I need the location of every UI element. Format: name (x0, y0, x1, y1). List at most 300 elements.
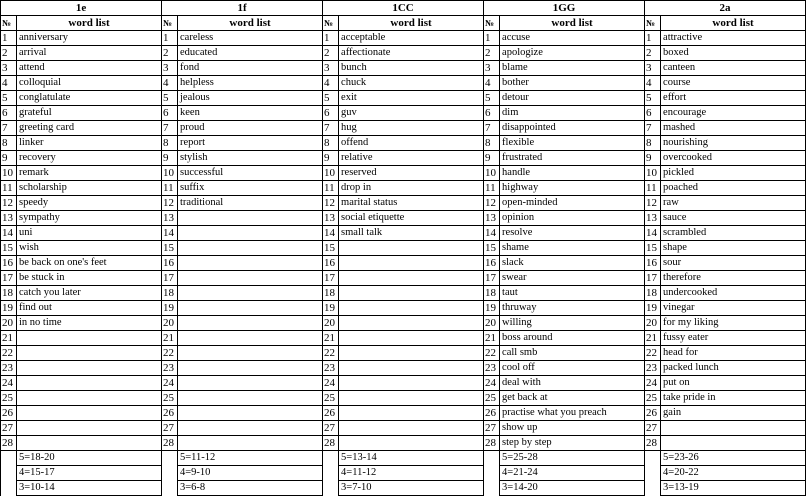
row-number: 6 (1, 106, 17, 121)
row-number: 7 (1, 121, 17, 136)
word-cell: sympathy (17, 211, 162, 226)
row-number: 25 (162, 391, 178, 406)
word-cell: exit (339, 91, 484, 106)
row-number: 19 (323, 301, 339, 316)
row-number: 25 (645, 391, 661, 406)
table-row (1, 376, 806, 391)
word-cell (17, 361, 162, 376)
word-cell: careless (178, 31, 323, 46)
row-number: 4 (484, 76, 500, 91)
row-number: 21 (162, 331, 178, 346)
table-row (1, 106, 806, 121)
row-number: 12 (323, 196, 339, 211)
row-number: 7 (484, 121, 500, 136)
row-number: 4 (162, 76, 178, 91)
table-row (1, 136, 806, 151)
word-cell: jealous (178, 91, 323, 106)
word-list-header: word list (661, 16, 806, 31)
word-cell: relative (339, 151, 484, 166)
row-number: 28 (484, 436, 500, 451)
row-number: 8 (323, 136, 339, 151)
row-number: 17 (484, 271, 500, 286)
word-cell: detour (500, 91, 645, 106)
row-number: 3 (1, 61, 17, 76)
row-number: 23 (1, 361, 17, 376)
row-number: 9 (162, 151, 178, 166)
grade-threshold: 3=7-10 (339, 481, 484, 496)
row-number: 6 (484, 106, 500, 121)
row-number: 17 (162, 271, 178, 286)
grade-threshold: 5=11-12 (178, 451, 323, 466)
word-cell: grateful (17, 106, 162, 121)
word-cell: show up (500, 421, 645, 436)
row-number: 19 (1, 301, 17, 316)
word-cell: flexible (500, 136, 645, 151)
word-cell (339, 361, 484, 376)
word-cell: conglatulate (17, 91, 162, 106)
row-number: 18 (1, 286, 17, 301)
row-number: 8 (484, 136, 500, 151)
grade-threshold: 4=9-10 (178, 466, 323, 481)
row-number: 13 (323, 211, 339, 226)
row-number: 22 (1, 346, 17, 361)
blank-cell (162, 481, 178, 496)
word-cell: encourage (661, 106, 806, 121)
row-number: 17 (323, 271, 339, 286)
row-number: 23 (645, 361, 661, 376)
word-cell (178, 436, 323, 451)
word-cell: pickled (661, 166, 806, 181)
row-number: 20 (484, 316, 500, 331)
row-number: 24 (484, 376, 500, 391)
word-cell (339, 436, 484, 451)
row-number: 14 (323, 226, 339, 241)
grade-threshold: 4=21-24 (500, 466, 645, 481)
row-number: 20 (1, 316, 17, 331)
word-cell: put on (661, 376, 806, 391)
table-row (1, 46, 806, 61)
word-cell: acceptable (339, 31, 484, 46)
row-number: 7 (323, 121, 339, 136)
word-cell: sauce (661, 211, 806, 226)
row-number: 4 (323, 76, 339, 91)
row-number: 21 (323, 331, 339, 346)
word-cell: frustrated (500, 151, 645, 166)
column-header-row (1, 16, 806, 31)
unit-title: 1CC (323, 1, 484, 16)
word-cell (339, 421, 484, 436)
unit-title: 2a (645, 1, 806, 16)
row-number: 22 (484, 346, 500, 361)
word-cell: swear (500, 271, 645, 286)
row-number: 27 (323, 421, 339, 436)
table-row (1, 331, 806, 346)
table-row (1, 226, 806, 241)
word-cell (17, 391, 162, 406)
row-number: 21 (484, 331, 500, 346)
table-row (1, 316, 806, 331)
row-number: 13 (1, 211, 17, 226)
word-cell: poached (661, 181, 806, 196)
number-column-header: № (323, 16, 339, 31)
row-number: 3 (484, 61, 500, 76)
grade-threshold: 5=13-14 (339, 451, 484, 466)
blank-cell (645, 481, 661, 496)
word-cell: deal with (500, 376, 645, 391)
word-cell: educated (178, 46, 323, 61)
word-cell: thruway (500, 301, 645, 316)
word-cell: stylish (178, 151, 323, 166)
grade-threshold: 3=6-8 (178, 481, 323, 496)
row-number: 16 (484, 256, 500, 271)
row-number: 4 (645, 76, 661, 91)
word-cell: mashed (661, 121, 806, 136)
row-number: 19 (484, 301, 500, 316)
word-cell (17, 436, 162, 451)
word-cell: shame (500, 241, 645, 256)
word-cell: effort (661, 91, 806, 106)
row-number: 1 (323, 31, 339, 46)
table-row (1, 181, 806, 196)
table-row (1, 436, 806, 451)
row-number: 17 (1, 271, 17, 286)
row-number: 27 (645, 421, 661, 436)
word-cell (339, 406, 484, 421)
row-number: 3 (645, 61, 661, 76)
word-cell: fussy eater (661, 331, 806, 346)
word-cell: anniversary (17, 31, 162, 46)
row-number: 12 (645, 196, 661, 211)
row-number: 2 (1, 46, 17, 61)
table-row (1, 151, 806, 166)
word-cell: highway (500, 181, 645, 196)
word-cell: step by step (500, 436, 645, 451)
row-number: 11 (484, 181, 500, 196)
word-cell (178, 316, 323, 331)
row-number: 13 (162, 211, 178, 226)
row-number: 23 (162, 361, 178, 376)
word-cell: colloquial (17, 76, 162, 91)
word-cell (178, 286, 323, 301)
blank-cell (484, 481, 500, 496)
word-cell (178, 271, 323, 286)
word-cell: nourishing (661, 136, 806, 151)
word-cell (339, 346, 484, 361)
word-cell: chuck (339, 76, 484, 91)
table-row (1, 286, 806, 301)
row-number: 11 (645, 181, 661, 196)
table-row (1, 61, 806, 76)
row-number: 10 (323, 166, 339, 181)
word-cell (178, 376, 323, 391)
word-cell: recovery (17, 151, 162, 166)
word-cell: small talk (339, 226, 484, 241)
row-number: 27 (484, 421, 500, 436)
row-number: 18 (645, 286, 661, 301)
word-cell (339, 391, 484, 406)
row-number: 15 (162, 241, 178, 256)
word-cell: cool off (500, 361, 645, 376)
word-cell: greeting card (17, 121, 162, 136)
unit-title: 1f (162, 1, 323, 16)
grading-row (1, 451, 806, 466)
table-row (1, 346, 806, 361)
blank-cell (1, 466, 17, 481)
word-cell: disappointed (500, 121, 645, 136)
word-cell: boss around (500, 331, 645, 346)
word-cell (339, 331, 484, 346)
row-number: 8 (1, 136, 17, 151)
number-column-header: № (645, 16, 661, 31)
row-number: 11 (323, 181, 339, 196)
word-cell: canteen (661, 61, 806, 76)
row-number: 16 (162, 256, 178, 271)
row-number: 26 (1, 406, 17, 421)
word-cell (178, 256, 323, 271)
row-number: 23 (323, 361, 339, 376)
word-cell: arrival (17, 46, 162, 61)
row-number: 26 (645, 406, 661, 421)
row-number: 15 (1, 241, 17, 256)
row-number: 10 (645, 166, 661, 181)
blank-cell (1, 451, 17, 466)
word-cell: be stuck in (17, 271, 162, 286)
row-number: 19 (645, 301, 661, 316)
unit-title: 1GG (484, 1, 645, 16)
grade-threshold: 3=13-19 (661, 481, 806, 496)
blank-cell (323, 466, 339, 481)
row-number: 11 (162, 181, 178, 196)
word-cell (17, 421, 162, 436)
row-number: 14 (645, 226, 661, 241)
word-cell (178, 391, 323, 406)
word-cell: keen (178, 106, 323, 121)
word-cell: proud (178, 121, 323, 136)
row-number: 6 (645, 106, 661, 121)
word-cell: attractive (661, 31, 806, 46)
word-cell (339, 286, 484, 301)
word-cell (178, 421, 323, 436)
word-cell: course (661, 76, 806, 91)
row-number: 13 (484, 211, 500, 226)
row-number: 24 (323, 376, 339, 391)
row-number: 25 (484, 391, 500, 406)
table-row (1, 31, 806, 46)
word-cell: blame (500, 61, 645, 76)
row-number: 27 (1, 421, 17, 436)
word-cell (178, 241, 323, 256)
row-number: 9 (323, 151, 339, 166)
row-number: 17 (645, 271, 661, 286)
row-number: 12 (162, 196, 178, 211)
row-number: 1 (1, 31, 17, 46)
blank-cell (162, 451, 178, 466)
word-cell: uni (17, 226, 162, 241)
word-cell (339, 271, 484, 286)
grade-threshold: 4=15-17 (17, 466, 162, 481)
row-number: 18 (484, 286, 500, 301)
grade-threshold: 5=18-20 (17, 451, 162, 466)
word-cell: scrambled (661, 226, 806, 241)
word-cell: bunch (339, 61, 484, 76)
word-cell (339, 301, 484, 316)
grade-threshold: 4=20-22 (661, 466, 806, 481)
unit-title-row (1, 1, 806, 16)
table-row (1, 211, 806, 226)
word-cell: therefore (661, 271, 806, 286)
table-row (1, 76, 806, 91)
word-cell (178, 226, 323, 241)
word-cell (339, 241, 484, 256)
grade-threshold: 3=10-14 (17, 481, 162, 496)
row-number: 1 (645, 31, 661, 46)
row-number: 20 (323, 316, 339, 331)
row-number: 16 (323, 256, 339, 271)
word-cell: marital status (339, 196, 484, 211)
row-number: 22 (645, 346, 661, 361)
row-number: 14 (162, 226, 178, 241)
grade-threshold: 5=25-28 (500, 451, 645, 466)
word-cell: packed lunch (661, 361, 806, 376)
row-number: 5 (484, 91, 500, 106)
grade-threshold: 3=14-20 (500, 481, 645, 496)
table-row (1, 361, 806, 376)
row-number: 26 (162, 406, 178, 421)
word-cell: attend (17, 61, 162, 76)
row-number: 12 (1, 196, 17, 211)
word-cell: reserved (339, 166, 484, 181)
row-number: 24 (645, 376, 661, 391)
row-number: 6 (323, 106, 339, 121)
row-number: 14 (484, 226, 500, 241)
word-cell: traditional (178, 196, 323, 211)
word-cell: head for (661, 346, 806, 361)
row-number: 1 (484, 31, 500, 46)
number-column-header: № (1, 16, 17, 31)
table-row (1, 406, 806, 421)
word-cell: shape (661, 241, 806, 256)
row-number: 15 (484, 241, 500, 256)
row-number: 14 (1, 226, 17, 241)
row-number: 24 (1, 376, 17, 391)
row-number: 16 (645, 256, 661, 271)
row-number: 28 (645, 436, 661, 451)
row-number: 8 (162, 136, 178, 151)
word-cell: fond (178, 61, 323, 76)
blank-cell (484, 466, 500, 481)
row-number: 10 (484, 166, 500, 181)
row-number: 2 (323, 46, 339, 61)
row-number: 10 (162, 166, 178, 181)
word-cell (178, 301, 323, 316)
word-cell: get back at (500, 391, 645, 406)
word-cell: opinion (500, 211, 645, 226)
table-row (1, 121, 806, 136)
row-number: 18 (323, 286, 339, 301)
row-number: 22 (323, 346, 339, 361)
row-number: 5 (1, 91, 17, 106)
word-cell (178, 361, 323, 376)
word-cell: boxed (661, 46, 806, 61)
row-number: 10 (1, 166, 17, 181)
word-cell: resolve (500, 226, 645, 241)
word-cell (178, 406, 323, 421)
row-number: 20 (162, 316, 178, 331)
word-cell: gain (661, 406, 806, 421)
word-cell (178, 331, 323, 346)
blank-cell (323, 451, 339, 466)
row-number: 27 (162, 421, 178, 436)
word-cell: find out (17, 301, 162, 316)
grading-row (1, 466, 806, 481)
row-number: 15 (645, 241, 661, 256)
word-cell: taut (500, 286, 645, 301)
row-number: 2 (645, 46, 661, 61)
blank-cell (162, 466, 178, 481)
row-number: 28 (1, 436, 17, 451)
row-number: 21 (645, 331, 661, 346)
word-cell: affectionate (339, 46, 484, 61)
word-cell: practise what you preach (500, 406, 645, 421)
word-cell (661, 421, 806, 436)
word-cell: for my liking (661, 316, 806, 331)
word-list-header: word list (178, 16, 323, 31)
row-number: 9 (645, 151, 661, 166)
row-number: 13 (645, 211, 661, 226)
blank-cell (484, 451, 500, 466)
word-list-header: word list (339, 16, 484, 31)
table-row (1, 391, 806, 406)
number-column-header: № (162, 16, 178, 31)
word-cell: wish (17, 241, 162, 256)
row-number: 11 (1, 181, 17, 196)
blank-cell (323, 481, 339, 496)
word-cell: handle (500, 166, 645, 181)
word-cell: accuse (500, 31, 645, 46)
row-number: 1 (162, 31, 178, 46)
row-number: 22 (162, 346, 178, 361)
row-number: 7 (162, 121, 178, 136)
word-cell (17, 376, 162, 391)
row-number: 6 (162, 106, 178, 121)
row-number: 16 (1, 256, 17, 271)
word-cell (17, 346, 162, 361)
row-number: 18 (162, 286, 178, 301)
row-number: 24 (162, 376, 178, 391)
word-cell (339, 376, 484, 391)
word-cell: remark (17, 166, 162, 181)
table-row (1, 301, 806, 316)
word-cell: apologize (500, 46, 645, 61)
word-cell: undercooked (661, 286, 806, 301)
word-list-header: word list (17, 16, 162, 31)
blank-cell (1, 481, 17, 496)
word-list-header: word list (500, 16, 645, 31)
table-row (1, 421, 806, 436)
row-number: 9 (1, 151, 17, 166)
word-cell: open-minded (500, 196, 645, 211)
table-row (1, 256, 806, 271)
row-number: 26 (323, 406, 339, 421)
table-row (1, 271, 806, 286)
word-cell: slack (500, 256, 645, 271)
word-cell: take pride in (661, 391, 806, 406)
word-cell (661, 436, 806, 451)
word-cell: linker (17, 136, 162, 151)
table-row (1, 241, 806, 256)
word-cell: offend (339, 136, 484, 151)
word-cell: successful (178, 166, 323, 181)
